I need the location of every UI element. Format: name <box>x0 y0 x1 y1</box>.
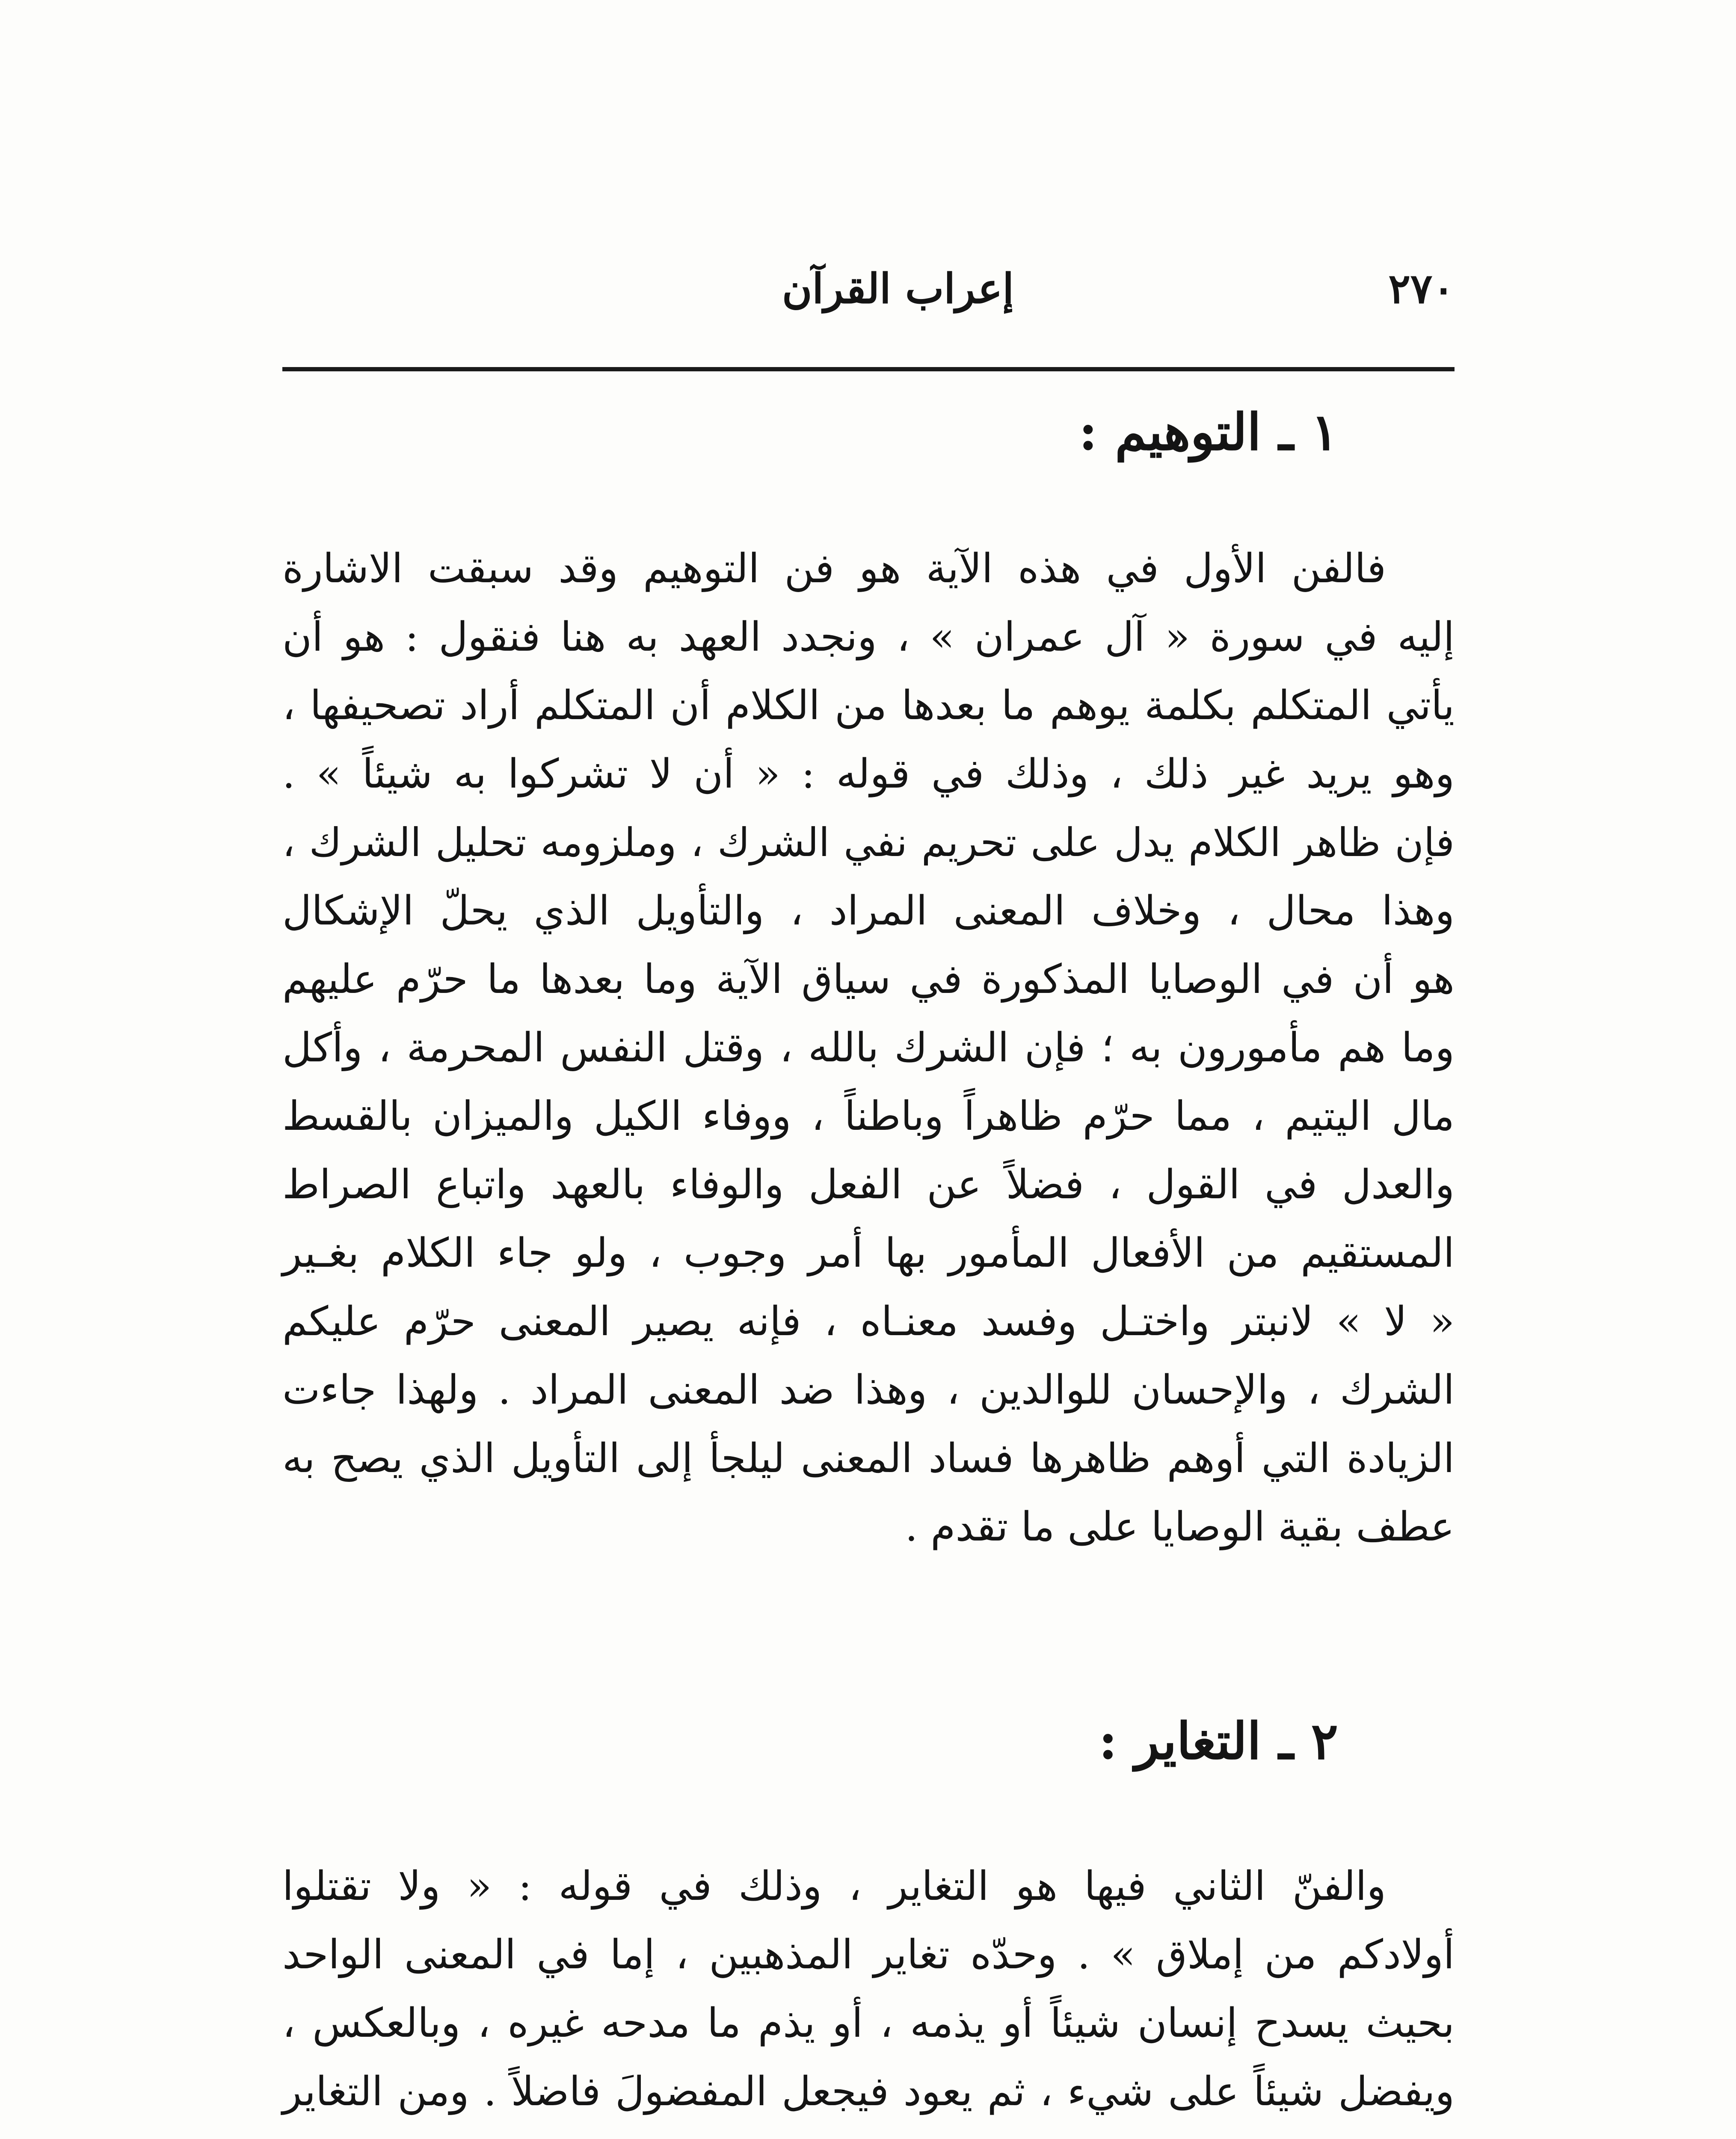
text-line: فإن ظاهر الكلام يدل على تحريم نفي الشرك ، وملزومه تحليل الشرك ، <box>282 820 1455 865</box>
text-line: الشرك ، والإحسان للوالدين ، وهذا ضد المعنى المراد . ولهذا جاءت <box>282 1367 1455 1413</box>
text-line: أولادكم من إملاق » . وحدّه تغاير المذهبين ، إما في المعنى الواحد <box>282 1932 1455 1978</box>
text-line: عطف بقية الوصايا على ما تقدم . <box>905 1504 1455 1550</box>
text-line: وهذا محال ، وخلاف المعنى المراد ، والتأويل الذي يحلّ الإشكال <box>282 888 1455 934</box>
text-line: يأتي المتكلم بكلمة يوهم ما بعدها من الكلام أن المتكلم أراد تصحيفها ، <box>282 682 1455 729</box>
section-heading-taghayur: ٢ ـ التغاير : <box>1099 1711 1338 1771</box>
text-line: وما هم مأمورون به ؛ فإن الشرك بالله ، وقتل النفس المحرمة ، وأكل <box>282 1025 1455 1071</box>
text-line: والفنّ الثاني فيها هو التغاير ، وذلك في قوله : « ولا تقتلوا <box>282 1863 1386 1910</box>
header-rule <box>282 367 1455 371</box>
page-number: ٢٧٠ <box>1388 264 1455 313</box>
text-line: فالفن الأول في هذه الآية هو فن التوهيم وقد سبقت الاشارة <box>282 545 1386 592</box>
text-line: الزيادة التي أوهم ظاهرها فساد المعنى ليلجأ إلى التأويل الذي يصح به <box>282 1435 1455 1482</box>
section-heading-tawhim: ١ ـ التوهيم : <box>1078 402 1338 462</box>
running-title: إعراب القرآن <box>782 264 1014 313</box>
page-header <box>282 257 1455 321</box>
text-line: إليه في سورة « آل عمران » ، ونجدد العهد به هنا فنقول : هو أن <box>282 614 1455 661</box>
text-line: وهو يريد غير ذلك ، وذلك في قوله : « أن لا تشركوا به شيئاً » . <box>282 751 1455 797</box>
text-line: المستقيم من الأفعال المأمور بها أمر وجوب ، ولو جاء الكلام بغـير <box>282 1230 1455 1277</box>
text-line: والعدل في القول ، فضلاً عن الفعل والوفاء بالعهد واتباع الصراط <box>282 1161 1455 1208</box>
text-line: مال اليتيم ، مما حرّم ظاهراً وباطناً ، ووفاء الكيل والميزان بالقسط <box>282 1093 1455 1140</box>
paragraph-taghayur <box>282 1852 1455 2126</box>
text-line: « لا » لانبتر واختـل وفسد معنـاه ، فإنه يصير المعنى حرّم عليكم <box>282 1298 1455 1345</box>
text-line: هو أن في الوصايا المذكورة في سياق الآية وما بعدها ما حرّم عليهم <box>282 956 1455 1003</box>
text-line: بحيث يسدح إنسان شيئاً أو يذمه ، أو يذم ما مدحه غيره ، وبالعكس ، <box>282 2000 1455 2047</box>
text-line: ويفضل شيئاً على شيء ، ثم يعود فيجعل المفضولَ فاضلاً . ومن التغاير <box>282 2068 1455 2115</box>
paragraph-tawhim <box>282 535 1455 1561</box>
